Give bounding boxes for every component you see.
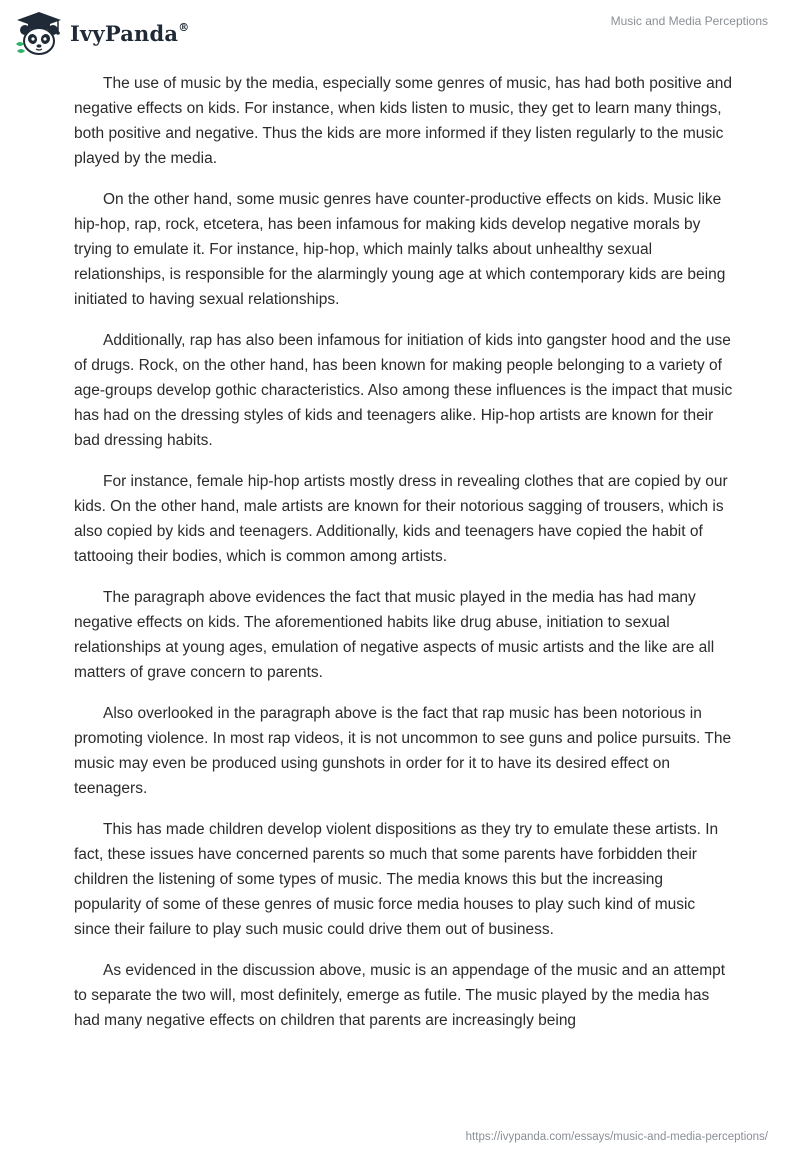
paragraph: The use of music by the media, especially some genres of music, has had both positive and negative effects on kids. For instance, when kids listen to music, they get to learn many things, both positive and negative. Thus the kids are more informed if they listen regularly to the music played by the media. bbox=[74, 75, 732, 167]
paragraph: On the other hand, some music genres have counter-productive effects on kids. Music like hip-hop, rap, rock, etcetera, has been infamous for making kids develop negative morals by trying to emulate it. For instance, hip-hop, which mainly talks about unhealthy sexual relationships, is responsible for the alarmingly young age at which contemporary kids are being initiated to having sexual relationships. bbox=[74, 191, 726, 308]
registered-mark: ® bbox=[178, 20, 190, 34]
panda-graduate-icon bbox=[14, 10, 64, 56]
brand-name: IvyPanda® bbox=[70, 20, 190, 46]
paragraph: As evidenced in the discussion above, music is an appendage of the music and an attempt to separate the two will, most definitely, emerge as futile. The music played by the media has had many negative effects on children that parents are increasingly being bbox=[74, 962, 726, 1029]
paragraph: For instance, female hip-hop artists mostly dress in revealing clothes that are copied by our kids. On the other hand, male artists are known for their notorious sagging of trousers, which is also copied by kids and teenagers. Additionally, kids and teenagers have copied the habit of tattooing their bodies, which is common among artists. bbox=[74, 473, 728, 565]
page-header bbox=[0, 0, 800, 66]
paragraph: This has made children develop violent dispositions as they try to emulate these artists. In fact, these issues have concerned parents so much that some parents have forbidden their children the listening of some types of music. The media knows this but the increasing popularity of some of these genres of music force media houses to play such kind of music since their failure to play such music could drive them out of business. bbox=[74, 821, 719, 938]
paragraph: Additionally, rap has also been infamous for initiation of kids into gangster hood and the use of drugs. Rock, on the other hand, has been known for making people belonging to a variety of age-groups develop gothic characteristics. Also among these influences is the impact that music has had on the dressing styles of kids and teenagers alike. Hip-hop artists are known for their bad dressing habits. bbox=[74, 332, 733, 449]
paragraph: Also overlooked in the paragraph above is the fact that rap music has been notorious in promoting violence. In most rap videos, it is not uncommon to see guns and police pursuits. The music may even be produced using gunshots in order for it to have its desired effect on teenagers. bbox=[74, 705, 732, 797]
brand-logo[interactable] bbox=[14, 10, 189, 56]
essay-body bbox=[74, 71, 734, 1049]
source-url-link[interactable]: https://ivypanda.com/essays/music-and-media-perceptions/ bbox=[465, 1131, 768, 1143]
document-title: Music and Media Perceptions bbox=[610, 14, 768, 28]
paragraph: The paragraph above evidences the fact that music played in the media has had many negative effects on kids. The aforementioned habits like drug abuse, initiation to sexual relationships at young ages, emulation of negative aspects of music artists and the like are all matters of grave concern to parents. bbox=[74, 589, 715, 681]
